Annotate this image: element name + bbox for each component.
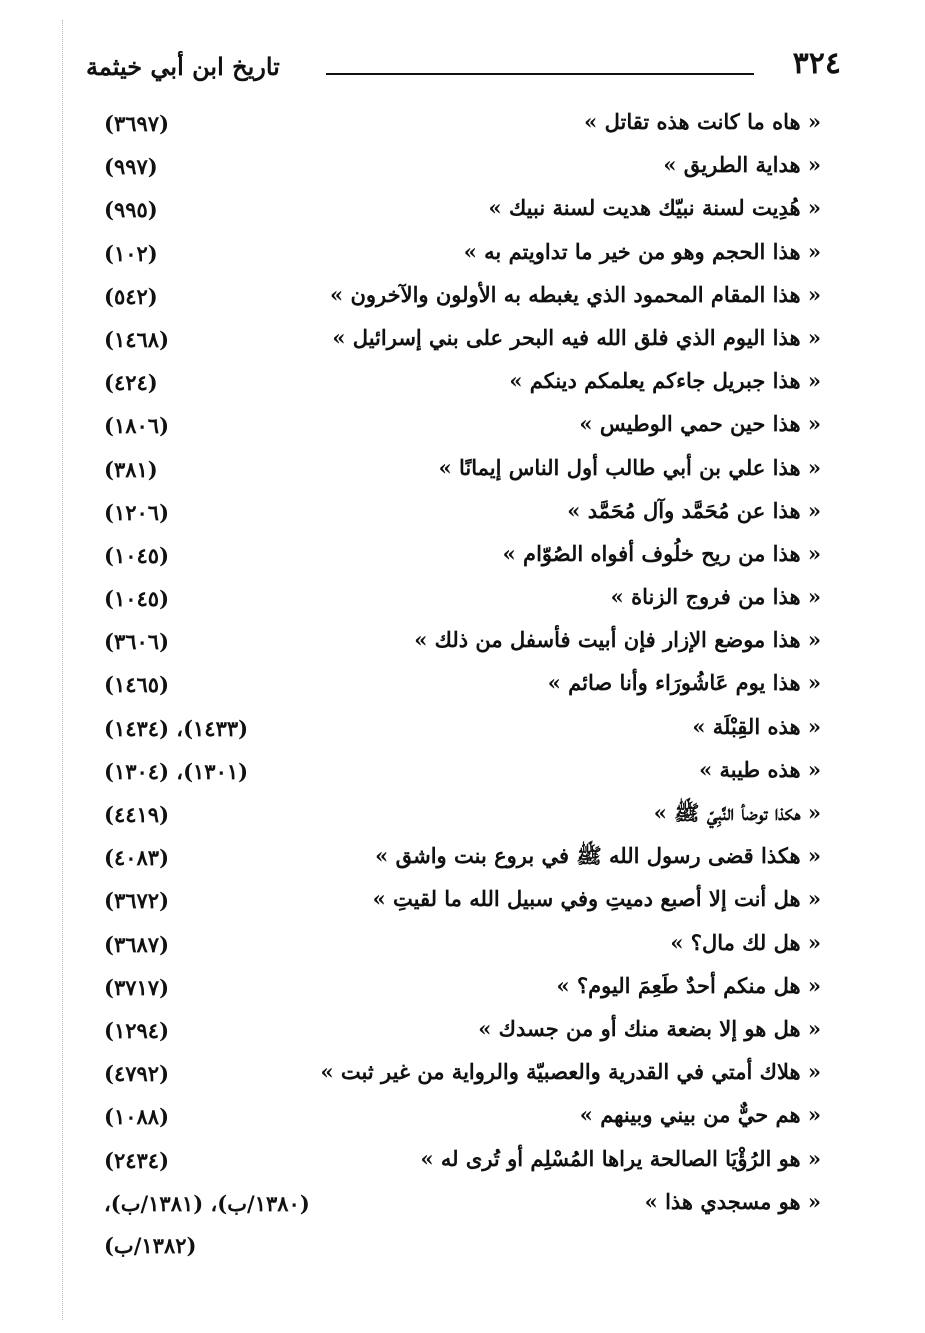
- hadith-text: « هذه القِبْلَة »: [692, 713, 821, 739]
- hadith-text: « هُدِيت لسنة نبيّك هديت لسنة نبيك »: [488, 195, 821, 221]
- hadith-ref: (١٠٤٥): [104, 542, 169, 568]
- index-entry: [0, 449, 925, 492]
- index-entry: [0, 967, 925, 1010]
- hadith-ref: (١٤٦٥): [104, 672, 169, 698]
- hadith-text: « هذه طيبة »: [699, 756, 821, 782]
- index-entry: [0, 837, 925, 880]
- hadith-text: « هداية الطريق »: [663, 152, 821, 178]
- index-entry: [0, 319, 925, 362]
- hadith-text: « هذا موضع الإزار فإن أبيت فأسفل من ذلك »: [414, 627, 821, 653]
- hadith-ref: (٣٨١): [104, 456, 158, 482]
- index-entry: [0, 621, 925, 664]
- hadith-text: « هل أنت إلا أصبع دميتِ وفي سبيل الله ما لقيتِ »: [372, 886, 821, 912]
- hadith-ref: (٣٦٩٧): [104, 111, 169, 136]
- hadith-ref: (١٨٠٦): [104, 413, 169, 439]
- hadith-ref: (٩٩٧): [104, 154, 158, 180]
- hadith-text: « هكذا قضى رسول الله ﷺ في بروع بنت واشق »: [375, 843, 821, 869]
- hadith-ref: (١٠٢): [104, 240, 158, 266]
- hadith-ref-continued: (١٣٨٢/ب): [104, 1232, 197, 1258]
- hadith-index-list: [0, 103, 925, 1258]
- index-entry: [0, 664, 925, 707]
- index-entry: [0, 492, 925, 535]
- hadith-text: « هل لك مال؟ »: [670, 929, 821, 955]
- hadith-ref: (٣٦٠٦): [104, 629, 169, 655]
- index-entry: [0, 1053, 925, 1096]
- index-entry: [0, 880, 925, 923]
- header-rule: [326, 73, 754, 75]
- index-entry: [0, 924, 925, 967]
- hadith-text: « هذا الحجم وهو من خير ما تداويتم به »: [463, 238, 821, 264]
- index-entry: [0, 146, 925, 189]
- index-entry: [0, 1140, 925, 1183]
- index-entry: [0, 535, 925, 578]
- hadith-ref: (٤٠٨٣): [104, 845, 169, 871]
- hadith-text: « هاه ما كانت هذه تقاتل »: [584, 109, 821, 134]
- hadith-ref: (١٢٩٤): [104, 1017, 169, 1043]
- index-entry: [0, 276, 925, 319]
- hadith-ref: (١٠٨٨): [104, 1104, 169, 1130]
- index-entry: [0, 103, 925, 146]
- index-entry: [0, 405, 925, 448]
- hadith-ref: (١٤٣٣)، (١٤٣٤): [104, 715, 249, 741]
- index-entry: [0, 1010, 925, 1053]
- index-entry: [0, 362, 925, 405]
- hadith-ref: (٤٢٤): [104, 370, 158, 396]
- index-entry: [0, 751, 925, 794]
- index-entry: [0, 708, 925, 751]
- hadith-text: « هذا علي بن أبي طالب أول الناس إيمانًا »: [438, 454, 821, 480]
- index-entry: [0, 189, 925, 232]
- hadith-text: « هل منكم أحدٌ طَعِمَ اليوم؟ »: [556, 972, 821, 998]
- book-title: تاريخ ابن أبي خيثمة: [86, 52, 280, 81]
- hadith-text: « هو الرُؤْيَا الصالحة يراها المُسْلِم أو تُرى له »: [420, 1145, 821, 1171]
- hadith-ref: (٩٩٥): [104, 197, 158, 223]
- page-number: ٣٢٤: [792, 46, 841, 81]
- hadith-text: « هذا حين حمي الوطيس »: [579, 411, 821, 437]
- hadith-ref: (٤٧٩٢): [104, 1061, 169, 1087]
- index-entry: [0, 1183, 925, 1258]
- hadith-ref: (١٢٠٦): [104, 499, 169, 525]
- hadith-ref: (١٠٤٥): [104, 586, 169, 612]
- index-entry: [0, 578, 925, 621]
- hadith-ref: (٣٧١٧): [104, 974, 169, 1000]
- hadith-ref: (١٤٦٨): [104, 326, 169, 352]
- page-header: [0, 0, 925, 110]
- hadith-text: « هذا من ريح خلُوف أفواه الصُوّام »: [502, 540, 821, 566]
- hadith-text: « هذا عن مُحَمَّد وآل مُحَمَّد »: [567, 497, 821, 523]
- hadith-text: « هلاك أمتي في القدرية والعصبيّة والرواية من غير ثبت »: [320, 1059, 821, 1085]
- index-entry: [0, 1096, 925, 1139]
- hadith-text: « هكذا توضأ النَّبِيّ ﷺ »: [653, 800, 821, 825]
- hadith-text: « هو مسجدي هذا »: [644, 1188, 821, 1214]
- hadith-ref: (١٣٨٠/ب)، (١٣٨١/ب)،: [104, 1190, 310, 1216]
- hadith-ref: (٢٤٣٤): [104, 1147, 169, 1173]
- hadith-text: « هذا اليوم الذي فلق الله فيه البحر على بني إسرائيل »: [332, 324, 821, 350]
- hadith-text: « هذا من فروج الزناة »: [610, 584, 821, 610]
- hadith-ref: (٤٤١٩): [104, 802, 169, 827]
- hadith-text: « هذا يوم عَاشُورَاء وأنا صائم »: [547, 670, 821, 696]
- index-entry: [0, 794, 925, 837]
- hadith-text: « هم حيٌّ من بيني وبينهم »: [579, 1102, 821, 1128]
- hadith-ref: (٣٦٨٧): [104, 931, 169, 957]
- index-entry: [0, 233, 925, 276]
- hadith-text: « هل هو إلا بضعة منك أو من جسدك »: [478, 1015, 821, 1041]
- hadith-ref: (٥٤٢): [104, 283, 158, 309]
- hadith-ref: (٣٦٧٢): [104, 888, 169, 914]
- hadith-ref: (١٣٠١)، (١٣٠٤): [104, 758, 249, 784]
- hadith-text: « هذا جبريل جاءكم يعلمكم دينكم »: [509, 368, 821, 394]
- hadith-text: « هذا المقام المحمود الذي يغبطه به الأولون والآخرون »: [330, 281, 821, 307]
